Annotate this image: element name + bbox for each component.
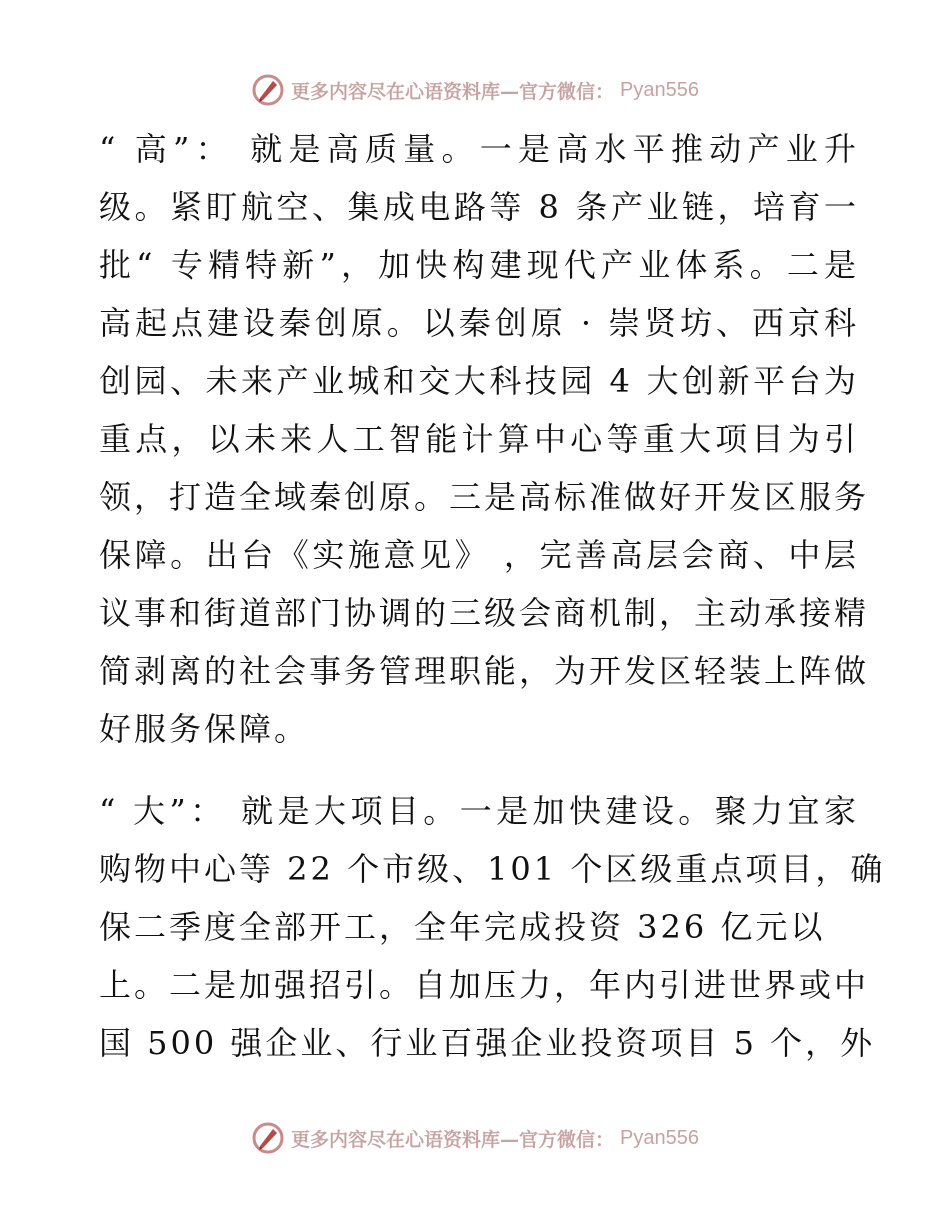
watermark-handle: Pyan556 <box>620 1126 699 1149</box>
watermark-banner-top <box>0 70 950 110</box>
text-line: “ 大”： 就是大项目。一是加快建设。聚力宜家 <box>99 792 859 830</box>
text-line: 创园、未来产业城和交大科技园 4 大创新平台为 <box>99 362 859 400</box>
text-line: 重点，以未来人工智能计算中心等重大项目为引 <box>99 420 859 458</box>
text-line: 级。紧盯航空、集成电路等 8 条产业链，培育一 <box>99 188 859 226</box>
watermark-text: 更多内容尽在心语资料库—官方微信： <box>291 1128 615 1151</box>
text-line: 批“ 专精特新”，加快构建现代产业体系。二是 <box>99 246 859 284</box>
text-line: 上。二是加强招引。自加压力，年内引进世界或中 <box>99 966 870 1004</box>
pen-nib-logo-icon <box>251 1121 285 1155</box>
watermark-banner-bottom <box>0 1118 950 1158</box>
text-line: 国 500 强企业、行业百强企业投资项目 5 个，外 <box>99 1024 876 1062</box>
text-line: 购物中心等 22 个市级、101 个区级重点项目，确 <box>99 850 886 888</box>
text-line: 领，打造全域秦创原。三是高标准做好开发区服务 <box>99 478 870 516</box>
watermark-text: 更多内容尽在心语资料库—官方微信： <box>291 80 615 103</box>
text-line: 保二季度全部开工，全年完成投资 326 亿元以 <box>99 908 826 946</box>
text-line: 简剥离的社会事务管理职能，为开发区轻装上阵做 <box>99 652 870 690</box>
text-line: 保障。出台《实施意见》 ，完善高层会商、中层 <box>99 536 859 574</box>
document-body <box>99 120 886 1072</box>
text-line: 好服务保障。 <box>99 710 310 748</box>
text-line: 高起点建设秦创原。以秦创原 · 崇贤坊、西京科 <box>99 304 859 342</box>
paragraph-gao <box>99 120 870 758</box>
watermark-handle: Pyan556 <box>620 78 699 101</box>
pen-nib-logo-icon <box>251 73 285 107</box>
text-line: 议事和街道部门协调的三级会商机制，主动承接精 <box>99 594 870 632</box>
paragraph-da <box>99 782 886 1072</box>
text-line: “ 高”： 就是高质量。一是高水平推动产业升 <box>99 130 859 168</box>
